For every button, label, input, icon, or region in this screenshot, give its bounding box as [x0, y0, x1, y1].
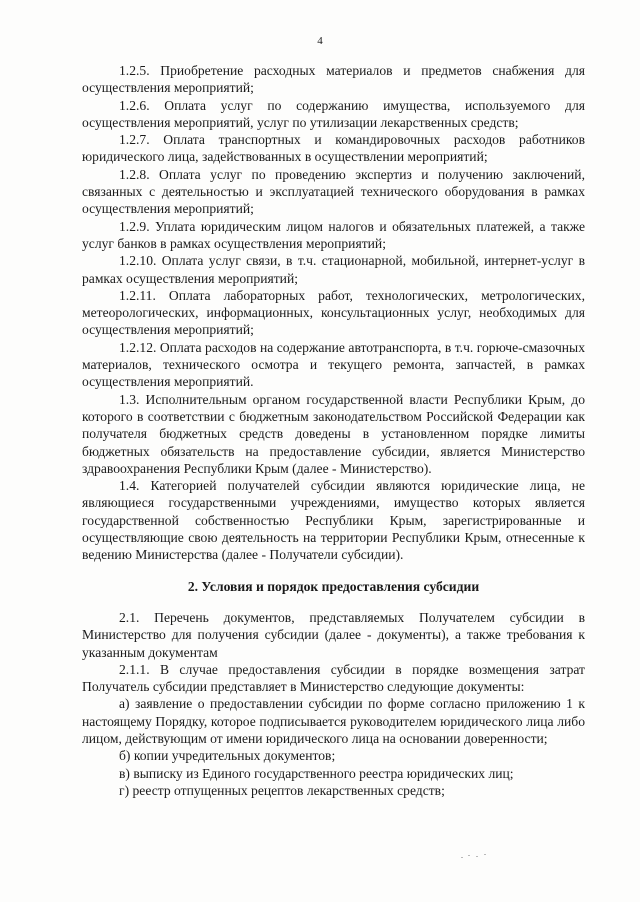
paragraph-1-2-10: 1.2.10. Оплата услуг связи, в т.ч. стационарной, мобильной, интернет-услуг в рамках осуществления мероприятий; — [82, 253, 585, 286]
paragraph-1-2-8: 1.2.8. Оплата услуг по проведению экспертиз и получению заключений, связанных с деятельностью и эксплуатацией технического оборудования в рамках осуществления мероприятий; — [82, 166, 585, 217]
list-item-b: б) копии учредительных документов; — [119, 748, 336, 764]
paragraph-2-1: 2.1. Перечень документов, представляемых Получателем субсидии в Министерство для получения субсидии (далее - документы), а также требования к указанным документам — [82, 609, 585, 660]
paragraph-1-2-5: 1.2.5. Приобретение расходных материалов и предметов снабжения для осуществления мероприятий; — [82, 63, 585, 96]
scan-speck — [476, 856, 478, 857]
paragraph-1-2-11: 1.2.11. Оплата лабораторных работ, технологических, метрологических, метеорологических, информационных, консультационных услуг, необходимых для осуществления мероприятий; — [82, 287, 585, 338]
section-2-heading: 2. Условия и порядок предоставления субсидии — [187, 578, 480, 594]
scan-speck — [484, 854, 486, 855]
spacer — [82, 564, 585, 578]
scan-speck — [461, 857, 463, 858]
paragraph-1-2-12: 1.2.12. Оплата расходов на содержание автотранспорта, в т.ч. горюче-смазочных материалов, технического осмотра и текущего ремонта, запчастей, в рамках осуществления мероприятий. — [82, 339, 585, 390]
paragraph-1-2-9: 1.2.9. Уплата юридическим лицом налогов и обязательных платежей, а также услуг банков в рамках осуществления мероприятий; — [82, 218, 585, 251]
list-item-g: г) реестр отпущенных рецептов лекарственных средств; — [119, 782, 445, 798]
paragraph-1-2-7: 1.2.7. Оплата транспортных и командировочных расходов работников юридического лица, задействованных в осуществлении мероприятий; — [82, 132, 585, 165]
document-body — [82, 62, 585, 799]
spacer — [82, 595, 585, 609]
paragraph-1-3: 1.3. Исполнительным органом государственной власти Республики Крым, до которого в соответствии с бюджетным законодательством Российской Федерации как получателя бюджетных средств доведены в установленном порядке лимиты бюджетных обязательств на предоставление субсидии, является Министерство здравоохранения Республики Крым (далее - Министерство). — [82, 391, 585, 476]
scan-speck — [468, 855, 470, 856]
page-number: 4 — [317, 35, 323, 47]
paragraph-1-2-6: 1.2.6. Оплата услуг по содержанию имущества, используемого для осуществления мероприятий, услуг по утилизации лекарственных средств; — [82, 97, 585, 130]
list-item-a: а) заявление о предоставлении субсидии по форме согласно приложению 1 к настоящему Порядку, которое подписывается руководителем юридического лица либо лицом, действующим от имени юридического лица на основании доверенности; — [82, 696, 585, 746]
list-item-v: в) выписку из Единого государственного реестра юридических лиц; — [119, 765, 514, 781]
paragraph-1-4: 1.4. Категорией получателей субсидии являются юридические лица, не являющиеся государственными учреждениями, имущество которых является государственной собственностью Республики Крым, зарегистрированные и осуществляющие свою деятельность на территории Республики Крым, отнесенные к ведению Министерства (далее - Получатели субсидии). — [82, 478, 585, 563]
paragraph-2-1-1: 2.1.1. В случае предоставления субсидии в порядке возмещения затрат Получатель субсидии представляет в Министерство следующие документы: — [82, 661, 585, 695]
